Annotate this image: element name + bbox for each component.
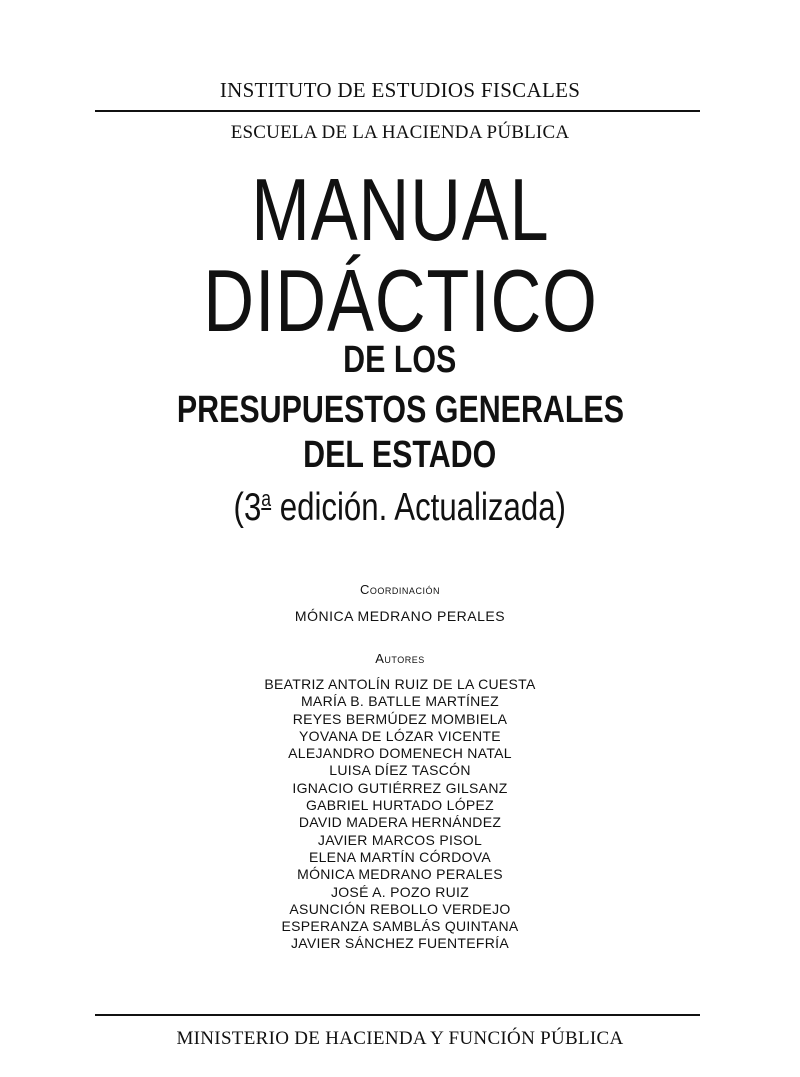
authors-label: Autores: [375, 651, 425, 666]
subtitle-line-3: [0, 435, 800, 475]
author-name: REYES BERMÚDEZ MOMBIELA: [292, 710, 508, 727]
title-line-1-text: MANUAL: [250, 160, 550, 259]
edition-ordinal: a: [261, 486, 272, 511]
author-name: YOVANA DE LÓZAR VICENTE: [299, 727, 501, 744]
author-name: ASUNCIÓN REBOLLO VERDEJO: [289, 900, 511, 917]
edition-note: [0, 478, 800, 529]
author-name: BEATRIZ ANTOLÍN RUIZ DE LA CUESTA: [264, 676, 536, 692]
header-rule: [95, 110, 700, 112]
school-name: ESCUELA DE LA HACIENDA PÚBLICA: [230, 122, 570, 143]
coordination-label: Coordinación: [360, 582, 440, 597]
author-name: GABRIEL HURTADO LÓPEZ: [305, 797, 495, 814]
author-name: ALEJANDRO DOMENECH NATAL: [288, 745, 512, 762]
author-name: LUISA DÍEZ TASCÓN: [329, 762, 471, 779]
author-name: ELENA MARTÍN CÓRDOVA: [308, 848, 492, 865]
author-name: ESPERANZA SAMBLÁS QUINTANA: [281, 918, 519, 935]
subtitle-line-1: [0, 340, 800, 380]
edition-note-text: [234, 478, 566, 529]
coordinator-name: MÓNICA MEDRANO PERALES: [294, 608, 506, 624]
edition-rest: edición. Actualizada): [271, 486, 567, 529]
subtitle-line-2: [0, 390, 800, 430]
subtitle-line-1-text: DE LOS: [343, 339, 457, 381]
author-name: JAVIER SÁNCHEZ FUENTEFRÍA: [290, 935, 510, 952]
ministry-name: MINISTERIO DE HACIENDA Y FUNCIÓN PÚBLICA: [176, 1028, 624, 1049]
author-name: JAVIER MARCOS PISOL: [317, 831, 483, 848]
edition-open: (3: [233, 486, 262, 529]
author-name: MARÍA B. BATLLE MARTÍNEZ: [300, 693, 500, 710]
author-name: JOSÉ A. POZO RUIZ: [330, 883, 470, 900]
footer-rule: [95, 1014, 700, 1016]
institute-name: INSTITUTO DE ESTUDIOS FISCALES: [219, 78, 581, 102]
author-name: DAVID MADERA HERNÁNDEZ: [298, 814, 502, 831]
title-line-2: [0, 251, 800, 350]
author-name: IGNACIO GUTIÉRREZ GILSANZ: [292, 779, 508, 796]
title-line-1: [0, 160, 800, 259]
author-name: MÓNICA MEDRANO PERALES: [297, 866, 503, 883]
subtitle-line-3-text: DEL ESTADO: [303, 434, 497, 476]
title-line-2-text: DIDÁCTICO: [202, 251, 598, 350]
subtitle-line-2-text: PRESUPUESTOS GENERALES: [176, 389, 624, 431]
authors-list: [0, 676, 800, 953]
